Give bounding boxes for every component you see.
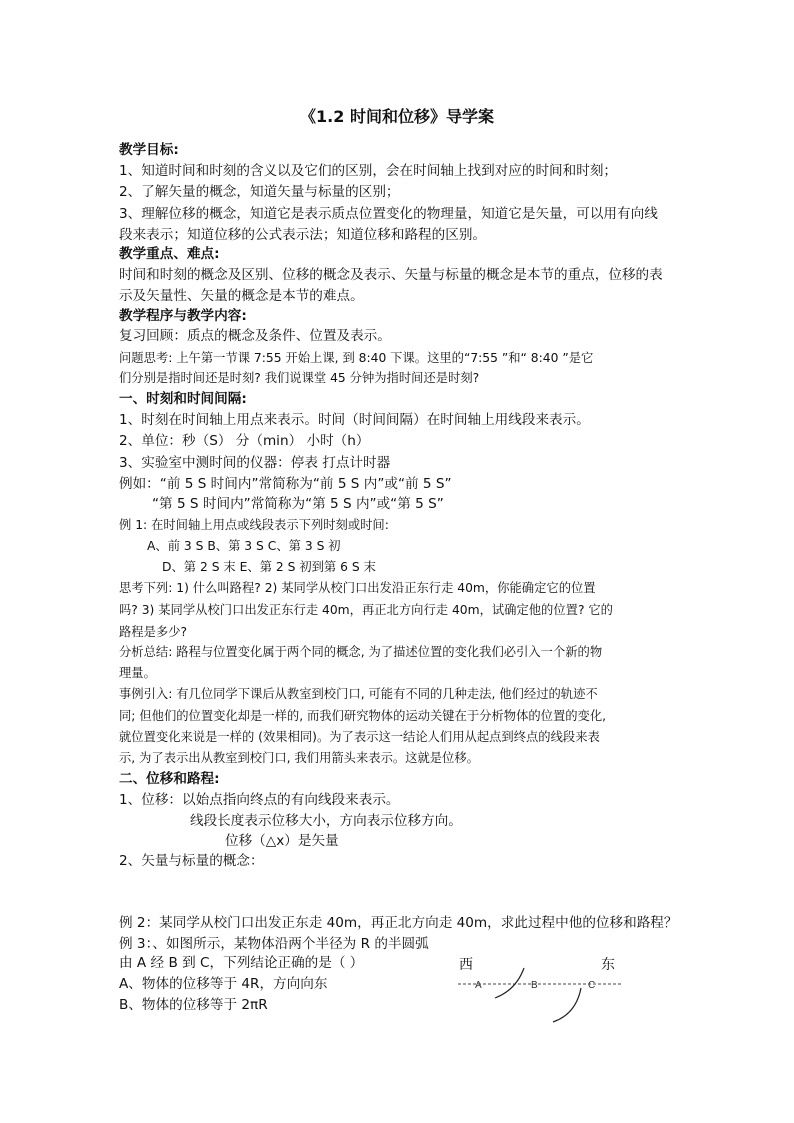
key-points-text-cont: 示及矢量性、矢量的概念是本节的难点。: [119, 288, 364, 304]
case-text-3: 就位置变化来说是一样的 (效果相同)。为了表示这一结论人们用从起点到终点的线段来表: [119, 730, 600, 744]
vector-scalar-heading: 2、矢量与标量的概念：: [119, 853, 264, 869]
question-text-cont: 们分别是指时间还是时刻? 我们说课堂 45 分钟为指时间还是时刻?: [119, 371, 480, 385]
east-label: 东: [601, 957, 615, 973]
point-a-label: A: [475, 980, 482, 991]
example-1-options-1: A、前 3 S B、第 3 S C、第 3 S 初: [147, 539, 341, 553]
point-c-label: C: [588, 980, 596, 991]
case-text: 事例引入: 有几位同学下课后从教室到校门口, 可能有不同的几种走法, 他们经过的轨迹不: [119, 687, 598, 701]
case-text-2: 同; 但他们的位置变化却是一样的, 而我们研究物体的运动关键在于分析物体的位置的变化,: [119, 709, 607, 723]
example-1-options-2: D、第 2 S 末 E、第 2 S 初到第 6 S 末: [162, 560, 376, 574]
displacement-def-2: 线段长度表示位移大小，方向表示位移方向。: [190, 813, 462, 829]
section-one-item-3: 3、实验室中测时间的仪器：停表 打点计时器: [119, 455, 391, 471]
objective-1: 1、知道时间和时刻的含义以及它们的区别，会在时间轴上找到对应的时间和时刻；: [119, 163, 618, 179]
example-3-option-b: B、物体的位移等于 2πR: [119, 997, 268, 1013]
think-text-3: 路程是多少?: [119, 625, 188, 639]
lower-arc: [553, 988, 581, 1022]
section-one-item-1: 1、时刻在时间轴上用点来表示。时间（时间间隔）在时间轴上用线段来表示。: [119, 412, 590, 428]
analysis-text: 分析总结: 路程与位置变化属于两个同的概念, 为了描述位置的变化我们必引入一个新的物: [119, 645, 603, 659]
section-two-heading: 二、位移和路程:: [119, 771, 220, 787]
key-points-text: 时间和时刻的概念及区别、位移的概念及表示、矢量与标量的概念是本节的重点，位移的表: [119, 267, 663, 283]
heading-procedure: 教学程序与教学内容:: [119, 308, 247, 324]
upper-arc: [495, 968, 524, 998]
example-3-option-a: A、物体的位移等于 4R，方向向东: [119, 976, 328, 992]
think-text-2: 吗? 3) 某同学从校门口出发正东行走 40m，再正北方向行走 40m，试确定他的位置? 它的: [119, 603, 613, 617]
objective-3: 3、理解位移的概念，知道它是表示质点位置变化的物理量，知道它是矢量，可以用有向线: [119, 206, 658, 222]
displacement-def-3: 位移（△x）是矢量: [225, 833, 339, 849]
case-text-4: 示, 为了表示出从教室到校门口, 我们用箭头来表示。这就是位移。: [119, 751, 479, 765]
semicircle-diagram: [452, 950, 632, 1030]
example-intro: 例如：“前 5 S 时间内”常简称为“前 5 S 内”或“前 5 S”: [119, 476, 452, 492]
example-3-question: 由 A 经 B 到 C，下列结论正确的是（ ）: [119, 955, 364, 971]
west-label: 西: [459, 957, 473, 973]
review-text: 复习回顾：质点的概念及条件、位置及表示。: [119, 328, 391, 344]
heading-objectives: 教学目标:: [119, 142, 179, 158]
objective-2: 2、了解矢量的概念，知道矢量与标量的区别；: [119, 184, 400, 200]
section-one-item-2: 2、单位：秒（S） 分（min） 小时（h）: [119, 433, 370, 449]
think-text: 思考下列: 1) 什么叫路程? 2) 某同学从校门口出发沿正东行走 40m，你能确定它的位置: [119, 581, 596, 595]
displacement-def: 1、位移：以始点指向终点的有向线段来表示。: [119, 792, 400, 808]
example-3: 例 3：、如图所示，某物体沿两个半径为 R 的半圆弧: [119, 936, 429, 952]
example-1: 例 1: 在时间轴上用点或线段表示下列时刻或时间:: [119, 518, 389, 532]
point-b-label: B: [531, 980, 538, 991]
analysis-text-2: 理量。: [119, 666, 156, 680]
page-title: 《1.2 时间和位移》导学案: [300, 107, 494, 126]
section-one-heading: 一、时刻和时间间隔:: [119, 391, 247, 407]
example-2: 例 2：某同学从校门口出发正东走 40m，再正北方向走 40m，求此过程中他的位移和路程？: [119, 915, 678, 931]
example-intro-2: “第 5 S 时间内”常简称为“第 5 S 内”或“第 5 S”: [152, 496, 444, 512]
objective-3-cont: 段来表示；知道位移的公式表示法；知道位移和路程的区别。: [119, 227, 487, 243]
diagram-graphic: [452, 950, 632, 1030]
question-text: 问题思考: 上午第一节课 7:55 开始上课, 到 8:40 下课。这里的“7:55 ”和“ 8:40 ”是它: [119, 351, 594, 365]
heading-key-points: 教学重点、难点:: [119, 246, 220, 262]
